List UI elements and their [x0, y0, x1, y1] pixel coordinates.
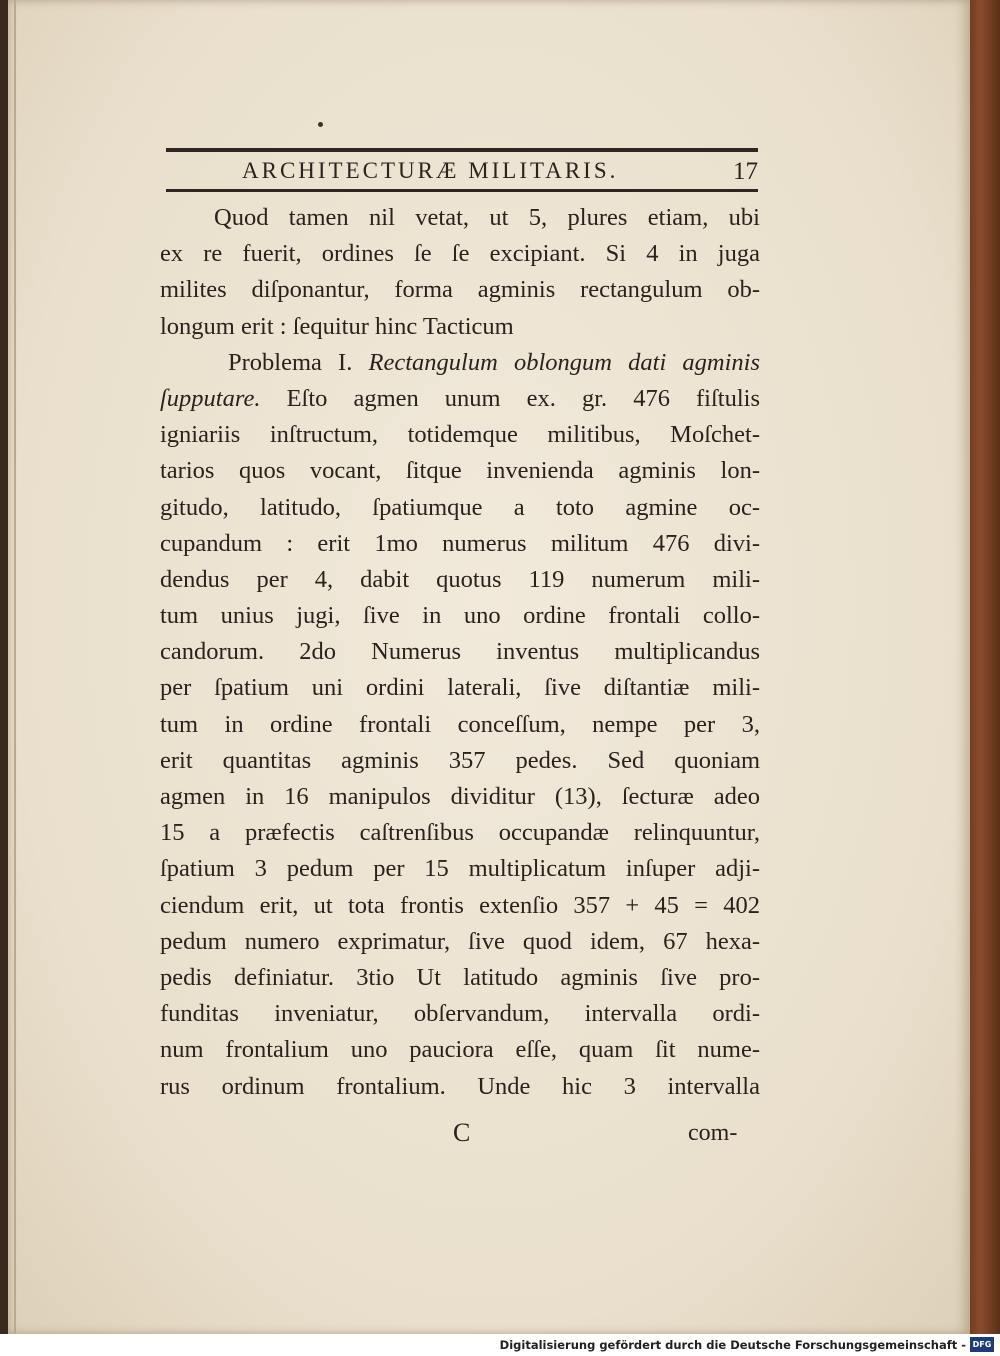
- text-line: tarios quos vocant, ſitque invenienda agminis lon-: [160, 457, 760, 485]
- text-line: milites diſponantur, forma agminis rectangulum ob-: [160, 276, 760, 304]
- text-line: num frontalium uno pauciora eſſe, quam ſit nume-: [160, 1036, 760, 1064]
- text-line-problem: [160, 345, 760, 381]
- header-rule-bottom: [166, 189, 758, 192]
- text-line: pedis definiatur. 3tio Ut latitudo agminis ſive pro-: [160, 963, 760, 991]
- dfg-logo[interactable]: DFG: [970, 1337, 994, 1352]
- text-line: tum unius jugi, ſive in uno ordine frontali collo-: [160, 602, 760, 630]
- ink-dot: [318, 122, 323, 127]
- body-text: [160, 200, 760, 1105]
- running-title: ARCHITECTURÆ MILITARIS.: [242, 158, 619, 183]
- problem-label: Problema I.: [228, 348, 353, 376]
- problem-title: Rectangulum oblongum dati agminis: [368, 348, 760, 376]
- problem-title-cont: ſupputare.: [160, 384, 261, 412]
- text-line: tum in ordine frontali conceſſum, nempe per 3,: [160, 710, 760, 738]
- text-line: ciendum erit, ut tota frontis extenſio 357 + 45 = 402: [160, 891, 760, 919]
- header-rule-top: [166, 148, 758, 152]
- credit-text: Digitalisierung gefördert durch die Deutsche Forschungsgemeinschaft -: [499, 1338, 966, 1352]
- text-line: rus ordinum frontalium. Unde hic 3 intervalla: [160, 1072, 760, 1100]
- text-line: igniariis inſtructum, totidemque militibus, Moſchet-: [160, 421, 760, 449]
- catchword: com-: [688, 1120, 738, 1146]
- text-line: ſpatium 3 pedum per 15 multiplicatum inſuper adji-: [160, 855, 760, 883]
- page-number: 17: [733, 158, 758, 185]
- text-line: ex re fuerit, ordines ſe ſe excipiant. Si 4 in juga: [160, 240, 760, 268]
- text-line: funditas inveniatur, obſervandum, intervalla ordi-: [160, 1000, 760, 1028]
- text-line: agmen in 16 manipulos dividitur (13), ſecturæ adeo: [160, 783, 760, 810]
- problem-text: Eſto agmen unum ex. gr. 476 fiſtulis: [286, 384, 760, 412]
- text-line: gitudo, latitudo, ſpatiumque a toto agmine oc-: [160, 493, 760, 521]
- signature-mark: C: [453, 1118, 471, 1147]
- text-line: erit quantitas agminis 357 pedes. Sed quoniam: [160, 746, 760, 774]
- text-line: cupandum : erit 1mo numerus militum 476 divi-: [160, 529, 760, 557]
- text-line: dendus per 4, dabit quotus 119 numerum mili-: [160, 565, 760, 593]
- gutter-line: [14, 0, 16, 1334]
- text-line: per ſpatium uni ordini laterali, ſive diſtantiæ mili-: [160, 674, 760, 702]
- text-line: Quod tamen nil vetat, ut 5, plures etiam, ubi: [214, 204, 760, 231]
- text-line: candorum. 2do Numerus inventus multiplicandus: [160, 638, 760, 666]
- text-line: pedum numero exprimatur, ſive quod idem, 67 hexa-: [160, 927, 760, 955]
- text-line: 15 a præfectis caſtrenſibus occupandæ relinquuntur,: [160, 819, 760, 847]
- text-line: longum erit : ſequitur hinc Tacticum: [160, 312, 514, 340]
- text-line-problem-cont: [160, 381, 760, 417]
- running-head: [242, 156, 762, 188]
- book-edge: [968, 0, 1000, 1334]
